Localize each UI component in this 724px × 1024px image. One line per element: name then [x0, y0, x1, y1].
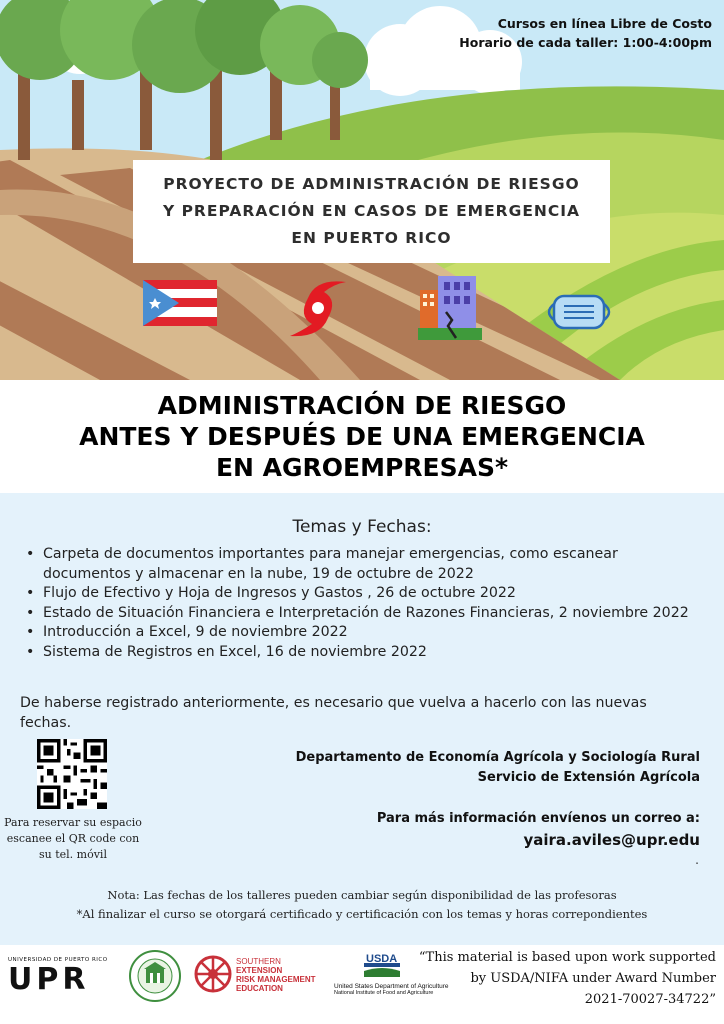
- nifa-caption: National Institute of Food and Agriculture: [334, 990, 434, 996]
- trailing-dot: .: [695, 853, 699, 867]
- course-details-section: [0, 493, 724, 945]
- main-title-line: ADMINISTRACIÓN DE RIESGO: [157, 391, 567, 420]
- topic-item: • Introducción a Excel, 9 de noviembre 2022: [20, 623, 700, 643]
- qr-code[interactable]: [37, 739, 107, 809]
- srme-logo-text: [236, 957, 316, 993]
- certificate-note: *Al finalizar el curso se otorgará certificado y certificación con los temas y horas correpondientes: [76, 907, 648, 921]
- funding-statement: [416, 947, 716, 1010]
- funding-line: by USDA/NIFA under Award Number: [470, 971, 716, 986]
- topic-item: • Flujo de Efectivo y Hoja de Ingresos y Gastos , 26 de octubre 2022: [20, 584, 700, 604]
- course-schedule-text: Horario de cada taller: 1:00-4:00pm: [459, 35, 712, 50]
- department-name: Departamento de Economía Agrícola y Sociología Rural: [295, 750, 700, 765]
- topic-item: • Sistema de Registros en Excel, 16 de noviembre 2022: [20, 643, 700, 663]
- topic-item: • Carpeta de documentos importantes para manejar emergencias, como escanear documentos y almacenar en la nube, 19 de octubre de 2022: [20, 545, 700, 584]
- university-seal-logo: [128, 949, 182, 1007]
- srme-line: RISK MANAGEMENT: [236, 975, 316, 984]
- srme-line: EDUCATION: [236, 984, 283, 993]
- topic-item: • Estado de Situación Financiera e Interpretación de Razones Financieras, 2 noviembre 2022: [20, 604, 700, 624]
- service-name: Servicio de Extensión Agrícola: [477, 770, 700, 785]
- date-change-note: Nota: Las fechas de los talleres pueden cambiar según disponibilidad de las profesoras: [107, 888, 617, 902]
- face-mask-icon: [544, 292, 614, 332]
- project-title-box: [133, 160, 610, 263]
- icon-row: [0, 272, 724, 342]
- funding-line: 2021-70027-34722”: [584, 992, 716, 1007]
- main-title: [0, 390, 724, 483]
- hero-illustration: [0, 0, 724, 380]
- usda-caption: United States Department of Agriculture: [334, 983, 449, 990]
- srme-line: EXTENSION: [236, 966, 283, 975]
- hurricane-icon: [286, 276, 350, 340]
- course-info: [459, 14, 712, 52]
- registration-note: De haberse registrado anteriormente, es necesario que vuelva a hacerlo con las nuevas fechas.: [20, 695, 647, 731]
- topics-heading: Temas y Fechas:: [292, 517, 432, 537]
- footnotes: [0, 886, 724, 924]
- course-cost-text: Cursos en línea Libre de Costo: [497, 16, 712, 31]
- upr-logo: [8, 957, 118, 997]
- puerto-rico-flag-icon: [143, 280, 217, 326]
- department-info: [296, 748, 700, 788]
- earthquake-building-icon: [418, 272, 482, 342]
- contact-email-link[interactable]: yaira.aviles@upr.edu: [523, 831, 700, 849]
- contact-label: Para más información envíenos un correo a:: [376, 811, 700, 826]
- footer-logos: [0, 945, 724, 1024]
- main-title-section: [0, 380, 724, 493]
- funding-line: “This material is based upon work supported: [418, 950, 716, 965]
- main-title-line: EN AGROEMPRESAS*: [215, 453, 509, 482]
- srme-wheel-logo: [194, 955, 232, 997]
- qr-caption: Para reservar su espacio escanee el QR code con su tel. móvil: [4, 816, 142, 861]
- srme-line: SOUTHERN: [236, 957, 281, 966]
- usda-logo-text: USDA: [366, 953, 398, 965]
- topics-list: [20, 545, 700, 662]
- upr-logo-subtitle: UNIVERSIDAD DE PUERTO RICO: [8, 957, 108, 963]
- upr-logo-text: UPR: [8, 962, 90, 997]
- project-title: PROYECTO DE ADMINISTRACIÓN DE RIESGO Y PREPARACIÓN EN CASOS DE EMERGENCIA EN PUERTO RICO: [162, 175, 581, 247]
- main-title-line: ANTES Y DESPUÉS DE UNA EMERGENCIA: [79, 422, 645, 451]
